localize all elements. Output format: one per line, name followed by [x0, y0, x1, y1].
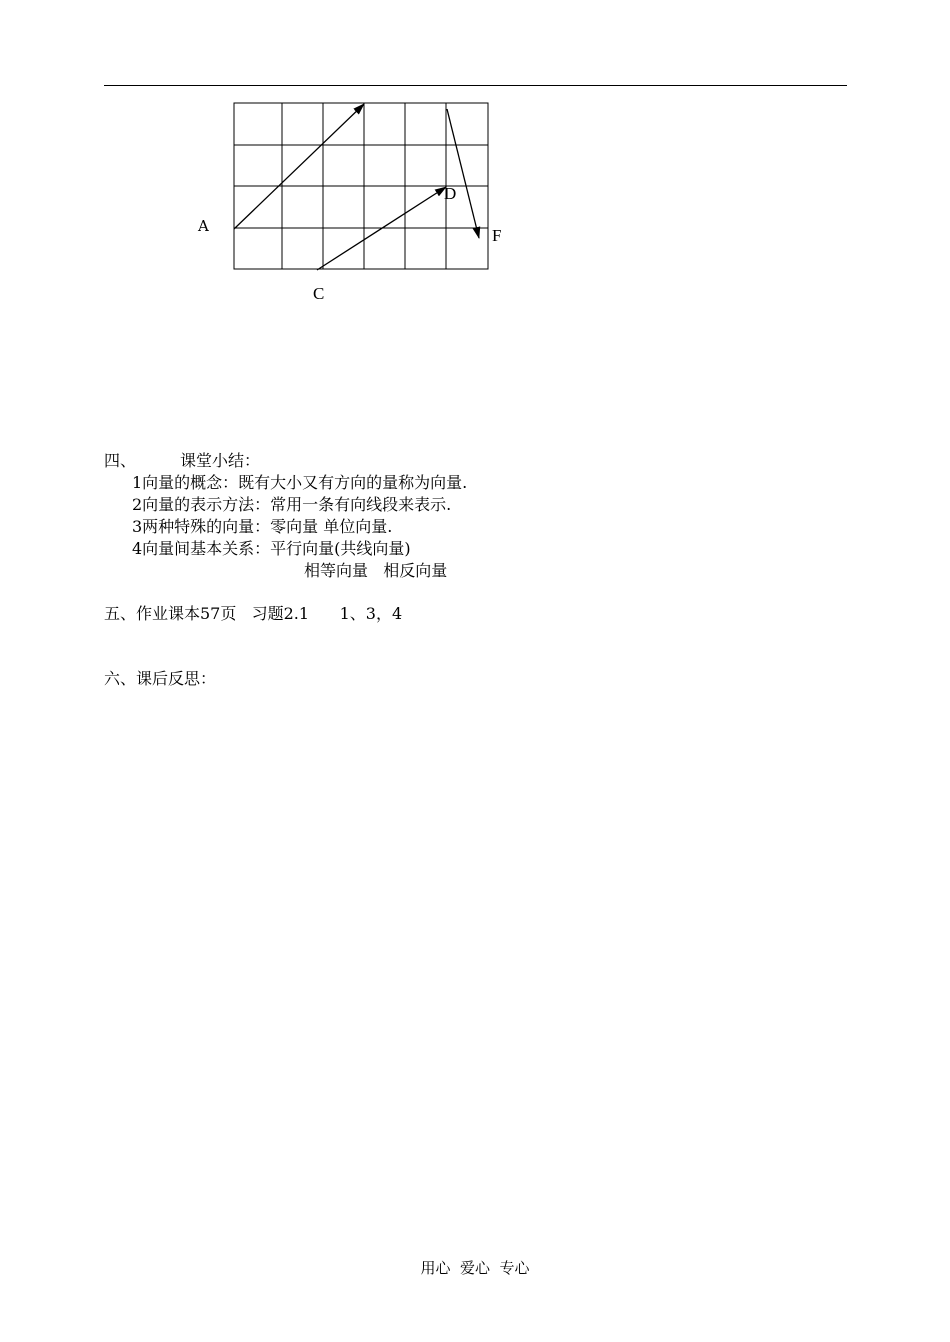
label-a: A	[198, 217, 209, 235]
label-c: C	[313, 284, 325, 303]
label-d: D	[444, 184, 457, 203]
summary-item-2: 2向量的表示方法：常用一条有向线段来表示.	[132, 495, 452, 514]
summary-item-1: 1向量的概念：既有大小又有方向的量称为向量.	[132, 473, 468, 492]
summary-item-4: 4向量间基本关系：平行向量(共线向量)	[132, 539, 411, 558]
summary-item-3: 3两种特殊的向量：零向量 单位向量.	[132, 517, 393, 536]
reflection-line: 六、课后反思：	[104, 669, 217, 688]
label-f: F	[492, 226, 502, 245]
homework-line: 五、作业课本57页 习题2.1 1、3，4	[104, 604, 403, 623]
vector-grid-figure	[0, 0, 950, 320]
summary-continuation: 相等向量 相反向量	[304, 561, 448, 580]
vector-a	[234, 104, 364, 229]
summary-heading-number: 四、	[104, 451, 137, 470]
page-footer: 用心 爱心 专心	[420, 1259, 530, 1277]
summary-heading-title: 课堂小结：	[180, 451, 261, 470]
vector-f	[447, 109, 479, 238]
